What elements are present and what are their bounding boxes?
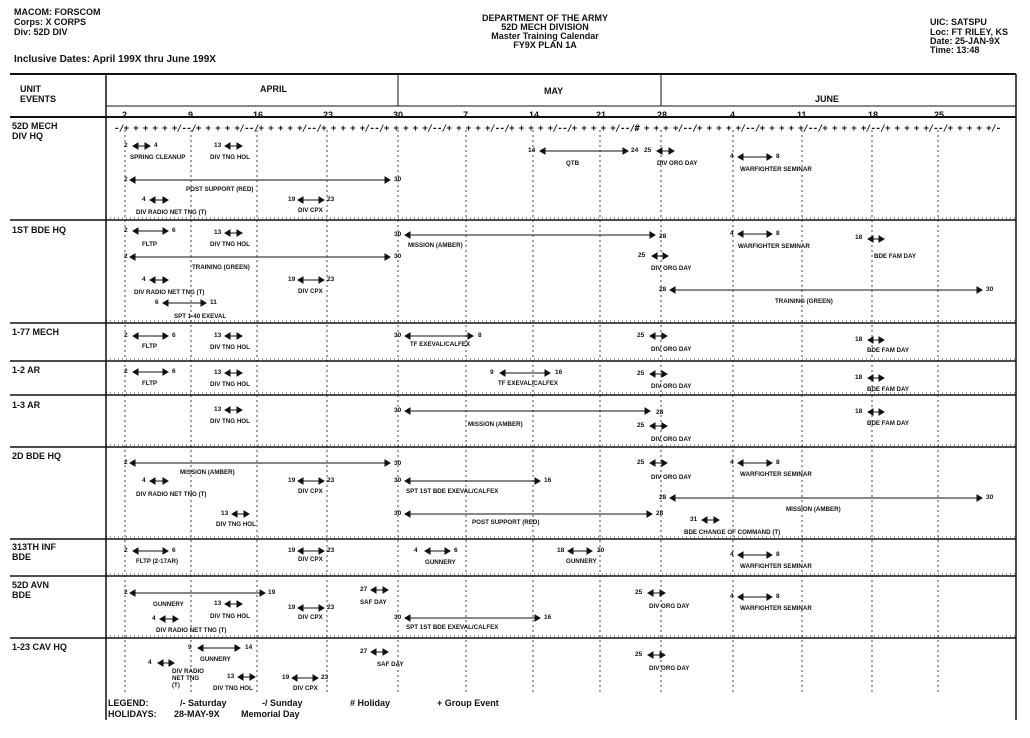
- macom-text: MACOM: FORSCOM: [14, 7, 101, 17]
- event-label: FLTP: [142, 241, 158, 248]
- event-label: DIV TNG HOL: [210, 241, 250, 248]
- event-label: DIV TNG HOL: [210, 381, 250, 388]
- division-title: 52D MECH DIVISION: [501, 22, 589, 32]
- event-start: 4: [730, 153, 734, 160]
- day-label: 2: [122, 110, 128, 120]
- event-bar-fltp: [133, 548, 168, 554]
- event-start: 25: [635, 589, 643, 596]
- event-end: 23: [327, 196, 335, 203]
- unit-52d-mech: 52D MECH DIV HQ: [12, 121, 58, 141]
- event-start: 13: [214, 142, 222, 149]
- event-start: 4: [142, 196, 146, 203]
- event-label: SAF DAY: [360, 599, 387, 606]
- event-end: 23: [327, 477, 335, 484]
- event-bar-warfighter: [738, 552, 772, 558]
- event-start: 30: [394, 614, 402, 621]
- event-label: TF EXEVAL/CALFEX: [410, 341, 471, 348]
- event-label: DIV TNG HOL: [210, 344, 250, 351]
- event-start: 2: [124, 176, 128, 183]
- event-end: 8: [776, 593, 780, 600]
- event-label: DIV TNG HOL: [210, 418, 250, 425]
- event-end: 19: [268, 589, 276, 596]
- event-start: 19: [288, 196, 296, 203]
- unit-2d-bde: 2D BDE HQ: [12, 451, 62, 461]
- event-bar-tf-exeval: [500, 370, 550, 376]
- unit-1-23-cav: 1-23 CAV HQ: [12, 642, 67, 652]
- event-start: 2: [124, 589, 128, 596]
- event-end: 23: [321, 674, 329, 681]
- loc-text: Loc: FT RILEY, KS: [930, 27, 1009, 37]
- calendar-title: Master Training Calendar: [491, 31, 599, 41]
- event-label: GUNNERY: [153, 601, 184, 608]
- event-bar-spt-1st-bde: [405, 478, 540, 484]
- event-start: 18: [855, 374, 863, 381]
- event-start: 2: [124, 459, 128, 466]
- event-end: 30: [394, 460, 402, 467]
- event-end: 16: [544, 477, 552, 484]
- event-label: SPRING CLEANUP: [130, 154, 186, 161]
- event-start: 2: [124, 142, 128, 149]
- event-start: 30: [394, 510, 402, 517]
- unit-1-3-ar: 1-3 AR: [12, 400, 41, 410]
- event-label: DIV TNG HOL: [216, 521, 256, 528]
- event-start: 27: [360, 648, 368, 655]
- event-bar-spt-1-40: [163, 300, 206, 306]
- event-start: 4: [414, 547, 418, 554]
- event-label: DIV CPX: [298, 288, 323, 295]
- event-bar-div-org-day: [648, 590, 665, 596]
- event-end: 8: [776, 153, 780, 160]
- event-end: 28: [659, 233, 667, 240]
- event-start: 2: [124, 253, 128, 260]
- event-bar-spt-1st-bde: [405, 615, 540, 621]
- row-header: UNIT EVENTS: [20, 84, 57, 104]
- event-start: 19: [288, 276, 296, 283]
- event-end: 8: [478, 332, 482, 339]
- event-start: 4: [142, 276, 146, 283]
- event-bar-div-org-day: [652, 253, 668, 259]
- event-label: DIV ORG DAY: [651, 436, 692, 443]
- event-label: TRAINING (GREEN): [775, 298, 833, 305]
- legend-group-event: + Group Event: [437, 698, 499, 708]
- event-end: 20: [597, 547, 605, 554]
- event-start: 4: [730, 459, 734, 466]
- event-start: 4: [730, 551, 734, 558]
- event-bar-fltp: [133, 228, 168, 234]
- event-start: 31: [690, 516, 698, 523]
- event-bar-mission: [405, 232, 655, 238]
- event-label: BDE FAM DAY: [867, 386, 910, 393]
- event-bar-tf-exeval: [405, 333, 473, 339]
- event-start: 4: [148, 659, 152, 666]
- day-label: 16: [253, 110, 264, 120]
- event-end: 6: [172, 332, 176, 339]
- event-bar-div-org-day: [650, 333, 667, 339]
- event-start: 25: [637, 422, 645, 429]
- event-end: 16: [544, 614, 552, 621]
- event-start: 19: [288, 477, 296, 484]
- month-april: APRIL: [260, 84, 287, 94]
- event-label: DIV ORG DAY: [651, 265, 692, 272]
- event-label: BDE CHANGE OF COMMAND (T): [684, 529, 781, 536]
- legend-sunday: -/ Sunday: [262, 698, 303, 708]
- day-label: 7: [463, 110, 469, 120]
- event-start: 19: [282, 674, 290, 681]
- event-end: 23: [327, 547, 335, 554]
- event-bar-warfighter: [738, 594, 772, 600]
- event-bar-div-tng-hol: [232, 511, 249, 517]
- unit-1-2-ar: 1-2 AR: [12, 365, 41, 375]
- event-label: WARFIGHTER SEMINAR: [740, 605, 812, 612]
- event-bar-div-org-day: [650, 460, 667, 466]
- event-label: POST SUPPORT (RED): [472, 519, 540, 526]
- event-bar-div-radio: [160, 616, 178, 622]
- event-label: DIV TNG HOL: [213, 685, 253, 692]
- event-start: 4: [730, 230, 734, 237]
- month-may: MAY: [544, 86, 564, 96]
- event-bar-warfighter: [738, 231, 772, 237]
- event-bar-div-tng-hol: [225, 407, 242, 413]
- holiday-name: Memorial Day: [241, 709, 300, 719]
- event-bar-saf-day: [371, 649, 388, 655]
- event-start: 18: [855, 234, 863, 241]
- event-bar-training-june: [670, 287, 982, 293]
- event-start: 25: [638, 252, 646, 259]
- event-bar-div-radio: [150, 478, 168, 484]
- uic-text: UIC: SATSPU: [930, 17, 987, 27]
- event-end: 16: [555, 369, 563, 376]
- unit-52d-avn: 52D AVN BDE: [12, 580, 50, 600]
- day-label: 11: [797, 110, 807, 120]
- event-bar-post-support: [130, 177, 390, 183]
- event-label: GUNNERY: [200, 656, 231, 663]
- event-end: 28: [656, 510, 664, 517]
- event-bar-training: [130, 254, 390, 260]
- event-label: TRAINING (GREEN): [192, 264, 250, 271]
- event-bar-fltp: [133, 333, 168, 339]
- event-bar-gunnery: [130, 590, 265, 596]
- legend-saturday: /- Saturday: [180, 698, 227, 708]
- unit-1st-bde: 1ST BDE HQ: [12, 225, 67, 235]
- event-start: 2: [124, 368, 128, 375]
- event-label: WARFIGHTER SEMINAR: [740, 563, 812, 570]
- event-end: 30: [986, 494, 994, 501]
- event-label: DIV CPX: [293, 685, 318, 692]
- event-start: 13: [214, 332, 222, 339]
- event-label: DIV RADIO NET TNG (T): [172, 668, 204, 689]
- event-label: DIV CPX: [298, 614, 323, 621]
- event-label: BDE FAM DAY: [867, 347, 910, 354]
- event-bar-bde-fam: [868, 337, 884, 343]
- event-end: 8: [776, 551, 780, 558]
- event-start: 27: [360, 586, 368, 593]
- day-tick-line: -/+ + + + + +/--/+ + + + +/--/+ + + + +/--/+ + + + +/--/+ + + + +/--/+ + + + +/--/+ + + + +/--/+ + + + +/--/# + + + +/--/+ + + + +/--/+ + + + +/--/+ + + + +/--/+ + + + +/--/+ + + + +/-: [114, 124, 1001, 134]
- event-start: 2: [124, 547, 128, 554]
- event-label: DIV ORG DAY: [649, 603, 690, 610]
- event-label: FLTP (2-17AR): [136, 558, 179, 565]
- event-end: 4: [154, 142, 158, 149]
- event-bar-gunnery: [198, 645, 240, 651]
- event-start: 28: [659, 286, 667, 293]
- event-start: 4: [152, 615, 156, 622]
- event-bar-bde-fam: [868, 409, 884, 415]
- event-label: DIV TNG HOL: [210, 154, 250, 161]
- event-start: 4: [730, 593, 734, 600]
- event-start: 9: [490, 369, 494, 376]
- event-start: 4: [142, 477, 146, 484]
- event-label: DIV RADIO NET TNG (T): [134, 289, 205, 296]
- day-label: 21: [596, 110, 607, 120]
- event-start: 13: [227, 673, 235, 680]
- event-label: DIV CPX: [298, 488, 323, 495]
- event-bar-mission: [130, 460, 390, 466]
- event-end: 28: [656, 409, 664, 416]
- event-label: MISSION (AMBER): [468, 421, 523, 428]
- event-label: DIV CPX: [298, 556, 323, 563]
- event-start: 25: [637, 332, 645, 339]
- event-bar-fltp: [133, 369, 168, 375]
- inclusive-dates: Inclusive Dates: April 199X thru June 199X: [14, 54, 216, 65]
- event-start: 6: [155, 299, 159, 306]
- event-label: DIV RADIO NET TNG (T): [156, 627, 227, 634]
- event-start: 13: [214, 600, 222, 607]
- event-start: 18: [557, 547, 565, 554]
- event-end: 6: [172, 547, 176, 554]
- event-bar-div-tng-hol: [238, 674, 255, 680]
- event-bar-div-tng-hol: [225, 143, 242, 149]
- div-text: Div: 52D DIV: [14, 27, 68, 37]
- legend-holiday: # Holiday: [350, 698, 391, 708]
- event-label: DIV ORG DAY: [649, 665, 690, 672]
- event-label: BDE FAM DAY: [867, 420, 910, 427]
- event-bar-warfighter: [738, 460, 772, 466]
- month-june: JUNE: [815, 94, 840, 104]
- event-label: DIV CPX: [298, 207, 323, 214]
- event-bar-div-tng-hol: [225, 601, 242, 607]
- event-label: SPT 1ST BDE EXEVAL/CALFEX: [406, 624, 499, 631]
- corps-text: Corps: X CORPS: [14, 17, 87, 27]
- day-label: 23: [323, 110, 334, 120]
- holiday-date: 28-MAY-9X: [174, 709, 220, 719]
- event-bar-mission-june: [670, 495, 982, 501]
- event-label: FLTP: [142, 380, 158, 387]
- event-bar-div-cpx: [298, 548, 324, 554]
- day-label: 4: [730, 110, 736, 120]
- event-bar-mission: [405, 408, 650, 414]
- event-start: 19: [288, 604, 296, 611]
- event-bar-div-radio: [150, 197, 168, 203]
- event-end: 23: [327, 276, 335, 283]
- event-bar-div-org-day: [657, 148, 674, 154]
- event-label: SAF DAY: [377, 661, 404, 668]
- event-end: 6: [172, 227, 176, 234]
- unit-1-77-mech: 1-77 MECH: [12, 327, 60, 337]
- event-label: WARFIGHTER SEMINAR: [740, 166, 812, 173]
- event-bar-spring-cleanup: [133, 143, 150, 149]
- dept-title: DEPARTMENT OF THE ARMY: [482, 13, 608, 23]
- event-bar-div-cpx: [298, 605, 324, 611]
- event-label: DIV ORG DAY: [657, 160, 698, 167]
- day-label: 28: [657, 110, 668, 120]
- event-bar-div-tng-hol: [225, 230, 242, 236]
- event-end: 24: [631, 147, 639, 154]
- event-start: 30: [394, 332, 402, 339]
- event-label: DIV TNG HOL: [210, 613, 250, 620]
- event-label: DIV ORG DAY: [651, 383, 692, 390]
- event-bar-gunnery: [568, 548, 592, 554]
- event-label: DIV RADIO NET TNG (T): [136, 491, 207, 498]
- day-label: 30: [393, 110, 404, 120]
- event-label: GUNNERY: [425, 559, 456, 566]
- event-label: DIV ORG DAY: [651, 474, 692, 481]
- plan-title: FY9X PLAN 1A: [513, 40, 577, 50]
- event-end: 8: [776, 230, 780, 237]
- event-label: MISSION (AMBER): [180, 469, 235, 476]
- event-bar-bde-fam: [868, 236, 884, 242]
- event-start: 30: [394, 231, 402, 238]
- event-label: FLTP: [142, 343, 158, 350]
- day-label: 25: [934, 110, 945, 120]
- event-start: 19: [288, 547, 296, 554]
- unit-313th-inf: 313TH INF BDE: [12, 542, 57, 562]
- event-label: SPT 1ST BDE EXEVAL/CALFEX: [406, 488, 499, 495]
- day-label: 18: [868, 110, 879, 120]
- event-bar-qtb: [540, 148, 628, 154]
- event-label: GUNNERY: [566, 558, 597, 565]
- event-label: WARFIGHTER SEMINAR: [738, 243, 810, 250]
- event-end: 8: [776, 459, 780, 466]
- event-end: 6: [172, 368, 176, 375]
- event-label: DIV ORG DAY: [651, 346, 692, 353]
- event-bar-div-tng-hol: [225, 370, 242, 376]
- event-start: 9: [188, 644, 192, 651]
- event-start: 25: [637, 459, 645, 466]
- time-text: Time: 13:48: [930, 45, 980, 55]
- event-start: 30: [394, 477, 402, 484]
- event-start: 13: [214, 406, 222, 413]
- event-bar-bde-fam: [868, 375, 884, 381]
- event-start: 2: [124, 332, 128, 339]
- event-bar-div-cpx: [292, 675, 318, 681]
- date-text: Date: 25-JAN-9X: [930, 36, 1001, 46]
- event-label: BDE FAM DAY: [874, 253, 917, 260]
- event-bar-div-radio: [158, 660, 174, 666]
- event-label: WARFIGHTER SEMINAR: [740, 471, 812, 478]
- event-bar-div-radio: [150, 277, 168, 283]
- event-label: POST SUPPORT (RED): [186, 186, 254, 193]
- event-label: SPT 1-40 EXEVAL: [174, 313, 227, 320]
- event-bar-div-org-day: [650, 371, 667, 377]
- event-label: DIV RADIO NET TNG (T): [136, 209, 207, 216]
- event-bar-change-of-command: [702, 517, 719, 523]
- event-end: 30: [986, 286, 994, 293]
- event-bar-div-org-day: [650, 423, 667, 429]
- event-end: 23: [327, 604, 335, 611]
- event-start: 13: [214, 229, 222, 236]
- event-label: QTB: [566, 160, 580, 167]
- event-bar-div-cpx: [298, 197, 324, 203]
- event-bar-div-tng-hol: [225, 333, 242, 339]
- event-bar-saf-day: [371, 587, 388, 593]
- event-start: 25: [635, 651, 643, 658]
- event-start: 28: [659, 494, 667, 501]
- day-label: 14: [529, 110, 540, 120]
- event-start: 18: [855, 408, 863, 415]
- event-start: 30: [394, 407, 402, 414]
- event-start: 18: [855, 336, 863, 343]
- event-label: MISSION (AMBER): [786, 506, 841, 513]
- event-start: 14: [528, 147, 536, 154]
- event-end: 30: [394, 176, 402, 183]
- legend-label: LEGEND:: [108, 698, 149, 708]
- event-start: 25: [644, 147, 652, 154]
- holidays-label: HOLIDAYS:: [108, 709, 157, 719]
- event-start: 25: [637, 370, 645, 377]
- event-bar-div-cpx: [298, 277, 324, 283]
- event-start: 13: [221, 510, 229, 517]
- event-end: 14: [245, 644, 253, 651]
- event-end: 6: [454, 547, 458, 554]
- event-start: 13: [214, 369, 222, 376]
- event-label: TF EXEVAL/CALFEX: [498, 380, 559, 387]
- event-end: 11: [210, 299, 217, 306]
- event-label: MISSION (AMBER): [408, 242, 463, 249]
- event-bar-div-cpx: [298, 478, 324, 484]
- event-bar-gunnery: [425, 548, 450, 554]
- event-bar-div-org-day: [648, 652, 665, 658]
- event-start: 2: [124, 227, 128, 234]
- event-bar-warfighter: [738, 154, 772, 160]
- day-label: 9: [188, 110, 194, 120]
- event-bar-post-support: [405, 511, 652, 517]
- event-end: 30: [394, 253, 402, 260]
